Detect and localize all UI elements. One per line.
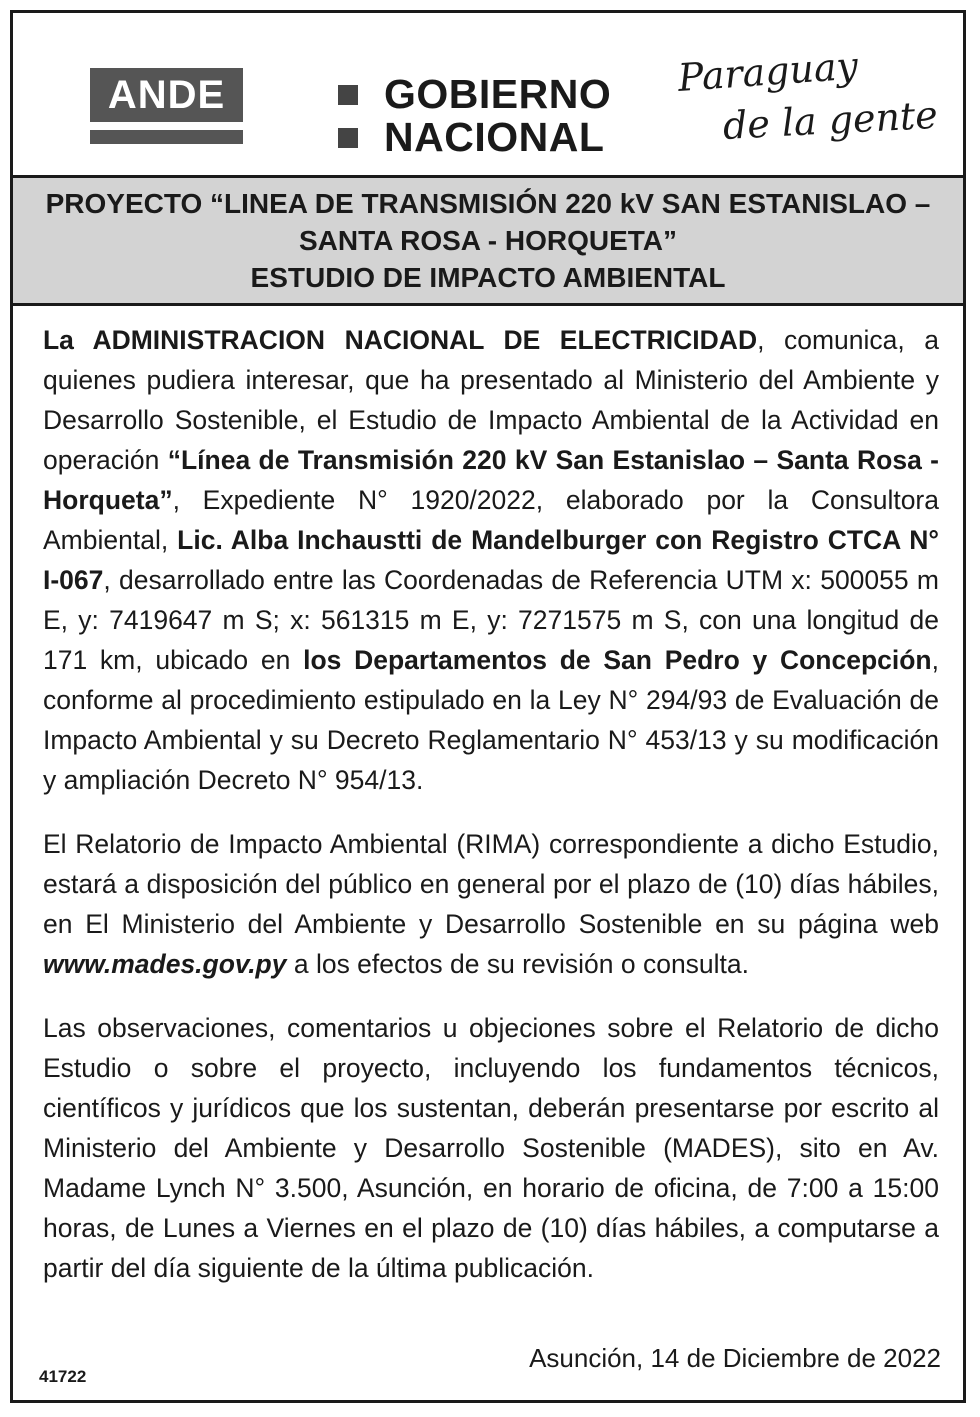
p2-text-1: El Relatorio de Impacto Ambiental (RIMA) correspondiente a dicho Estudio, estará a disposición del público en general por el plazo de (10) días hábiles, en El Ministerio del Ambiente y Desarrollo Sostenible en su página web [43, 829, 939, 939]
square-icon [338, 85, 358, 105]
title-line-3: ESTUDIO DE IMPACTO AMBIENTAL [250, 262, 726, 293]
notice-frame [10, 10, 966, 1403]
gobierno-nacional-logo [338, 73, 611, 159]
nacional-text: NACIONAL [384, 114, 605, 160]
paragraph-1 [43, 320, 939, 800]
p1-bold-departments: los Departamentos de San Pedro y Concepción [303, 645, 932, 675]
ande-logo-bar [90, 130, 243, 144]
p1-bold-project: “Línea de Transmisión 220 kV San Estanislao – Santa Rosa - Horqueta” [43, 445, 939, 515]
ande-logo-text: ANDE [90, 68, 243, 122]
p1-text-4: , conforme al procedimiento estipulado en la Ley N° 294/93 de Evaluación de Impacto Ambiental y su Decreto Reglamentario N° 453/13 y su modificación y ampliación Decreto N° 954/13. [43, 645, 939, 795]
title-line-2: SANTA ROSA - HORQUETA” [299, 225, 677, 256]
notice-body [43, 320, 939, 1312]
website-link[interactable]: www.mades.gov.py [43, 949, 287, 979]
date-line: Asunción, 14 de Diciembre de 2022 [529, 1343, 941, 1373]
gobierno-text: GOBIERNO [384, 71, 612, 117]
p2-text-2: a los efectos de su revisión o consulta. [286, 949, 750, 979]
p1-text-2: , Expediente N° 1920/2022, elaborado por la Consultora Ambiental, [43, 485, 939, 555]
title-band [13, 178, 963, 306]
ande-logo [90, 68, 243, 144]
publication-code: 41722 [39, 1367, 87, 1386]
paraguay-de-la-gente-logo [676, 43, 939, 148]
square-icon [338, 128, 358, 148]
p1-bold-org: La ADMINISTRACION NACIONAL DE ELECTRICIDAD [43, 325, 758, 355]
p1-text-3: , desarrollado entre las Coordenadas de Referencia UTM x: 500055 m E, y: 7419647 m S; x: 561315 m E, y: 7271575 m S, con una longitud de 171 km, ubicado en [43, 565, 939, 675]
slogan-line-1: Paraguay [676, 43, 860, 100]
paragraph-2 [43, 824, 939, 984]
p1-text-1: , comunica, a quienes pudiera interesar, que ha presentado al Ministerio del Ambiente y Desarrollo Sostenible, el Estudio de Impacto Ambiental de la Actividad en operación [43, 325, 939, 475]
p1-bold-consultant: Lic. Alba Inchaustti de Mandelburger con Registro CTCA N° I-067 [43, 525, 940, 595]
paragraph-3: Las observaciones, comentarios u objeciones sobre el Relatorio de dicho Estudio o sobre el proyecto, incluyendo los fundamentos técnicos, científicos y jurídicos que los sustentan, deberán presentarse por escrito al Ministerio del Ambiente y Desarrollo Sostenible (MADES), sito en Av. Madame Lynch N° 3.500, Asunción, en horario de oficina, de 7:00 a 15:00 horas, de Lunes a Viernes en el plazo de (10) días hábiles, a computarse a partir del día siguiente de la última publicación. [43, 1013, 939, 1283]
title-line-1: PROYECTO “LINEA DE TRANSMISIÓN 220 kV SAN ESTANISLAO – [45, 188, 931, 219]
logo-header [13, 13, 963, 178]
slogan-line-2: de la gente [721, 92, 939, 148]
